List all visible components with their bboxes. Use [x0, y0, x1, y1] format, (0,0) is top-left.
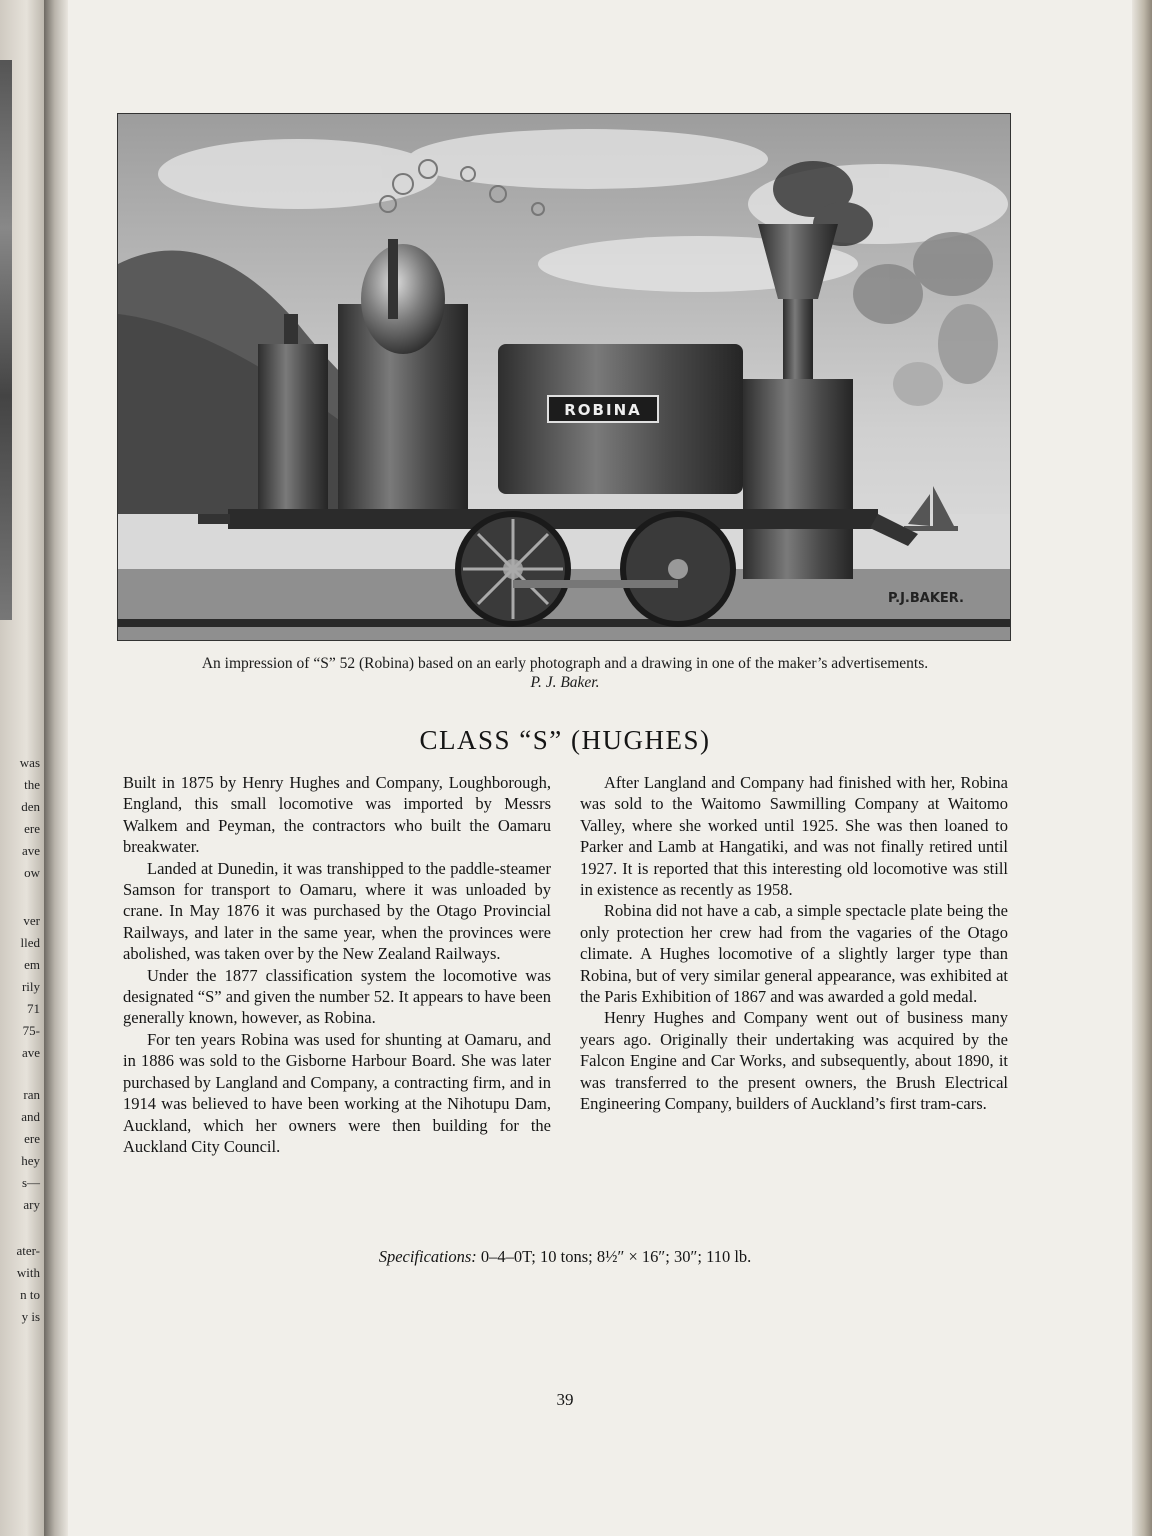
facing-page-fragments-bot: ran and ere hey s— ary [21, 1087, 40, 1212]
right-column [580, 772, 1008, 1115]
section-heading: CLASS “S” (HUGHES) [419, 725, 711, 755]
track [118, 619, 1011, 627]
locomotive-illustration [117, 113, 1011, 641]
book-gutter [44, 0, 68, 1536]
rear-box [258, 344, 328, 514]
specifications-value: 0–4–0T; 10 tons; 8½″ × 16″; 30″; 110 lb. [480, 1247, 752, 1266]
page-number: 39 [556, 1390, 574, 1409]
footplate [228, 509, 878, 529]
smokebox [743, 379, 853, 579]
specifications [100, 1247, 1030, 1267]
artist-signature: P.J.BAKER. [888, 591, 964, 606]
left-column [123, 772, 551, 1157]
paragraph: After Langland and Company had finished with her, Robina was sold to the Waitomo Sawmilling Company at Waitomo Valley, where she worked until 1925. She was then loaned to Parker and Lamb at Hangatiki, and was not finally retired until 1927. It is reported that this interesting old locomotive was still in existence as recently as 1958. [580, 773, 1008, 900]
facing-page-fragments-mid: ver lled em rily 71 75- ave [20, 913, 40, 1060]
nameplate-text: ROBINA [564, 401, 642, 419]
paragraph: Built in 1875 by Henry Hughes and Company, Loughborough, England, this small locomotive was imported by Messrs Walkem and Peyman, the contractors who built the Oamaru breakwater. [123, 773, 551, 857]
specifications-label: Specifications: [378, 1247, 477, 1266]
paragraph: Landed at Dunedin, it was transhipped to the paddle-steamer Samson for transport to Oamaru, where it was unloaded by crane. In May 1876 it was purchased by the Otago Provincial Railways, and later in the same year, when the provinces were abolished, was taken over by the New Zealand Railways. [123, 858, 551, 964]
facing-page-fragments-end: ater- with n to y is [16, 1243, 40, 1324]
paragraph: For ten years Robina was used for shunting at Oamaru, and in 1886 was sold to the Gisborne Harbour Board. She was later purchased by Langland and Company, a contracting firm, and in 1914 was believed to have been working at the Nihotupu Dam, Auckland, which her owners were then building for the Auckland City Council. [123, 1029, 551, 1156]
illustration-caption [100, 654, 1030, 692]
paragraph: Henry Hughes and Company went out of business many years ago. Originally their undertaking was acquired by the Falcon Engine and Car Works, and subsequently, about 1890, it was transferred to the present owners, the Brush Electrical Engineering Company, builders of Auckland’s first tram-cars. [580, 1008, 1008, 1114]
facing-page-edge [0, 0, 44, 1536]
caption-text: An impression of “S” 52 (Robina) based on an early photograph and a drawing in one of the maker’s advertisements. [201, 655, 929, 672]
locomotive-drawing [118, 114, 1011, 641]
paragraph: Under the 1877 classification system the locomotive was designated “S” and given the number 52. It appears to have been generally known, however, as Robina. [123, 965, 551, 1028]
caption-credit: P. J. Baker. [530, 674, 600, 691]
facing-page-photo [0, 60, 12, 620]
paragraph: Robina did not have a cab, a simple spectacle plate being the only protection her crew had from the vagaries of the Otago climate. A Hughes locomotive of a slightly larger type than Robina, but of very similar general appearance, was exhibited at the Paris Exhibition of 1867 and was awarded a gold medal. [580, 901, 1008, 1007]
facing-page-fragments-top: was the den ere ave ow [19, 755, 40, 880]
page-edge [1132, 0, 1152, 1536]
steam-dome [361, 244, 445, 354]
